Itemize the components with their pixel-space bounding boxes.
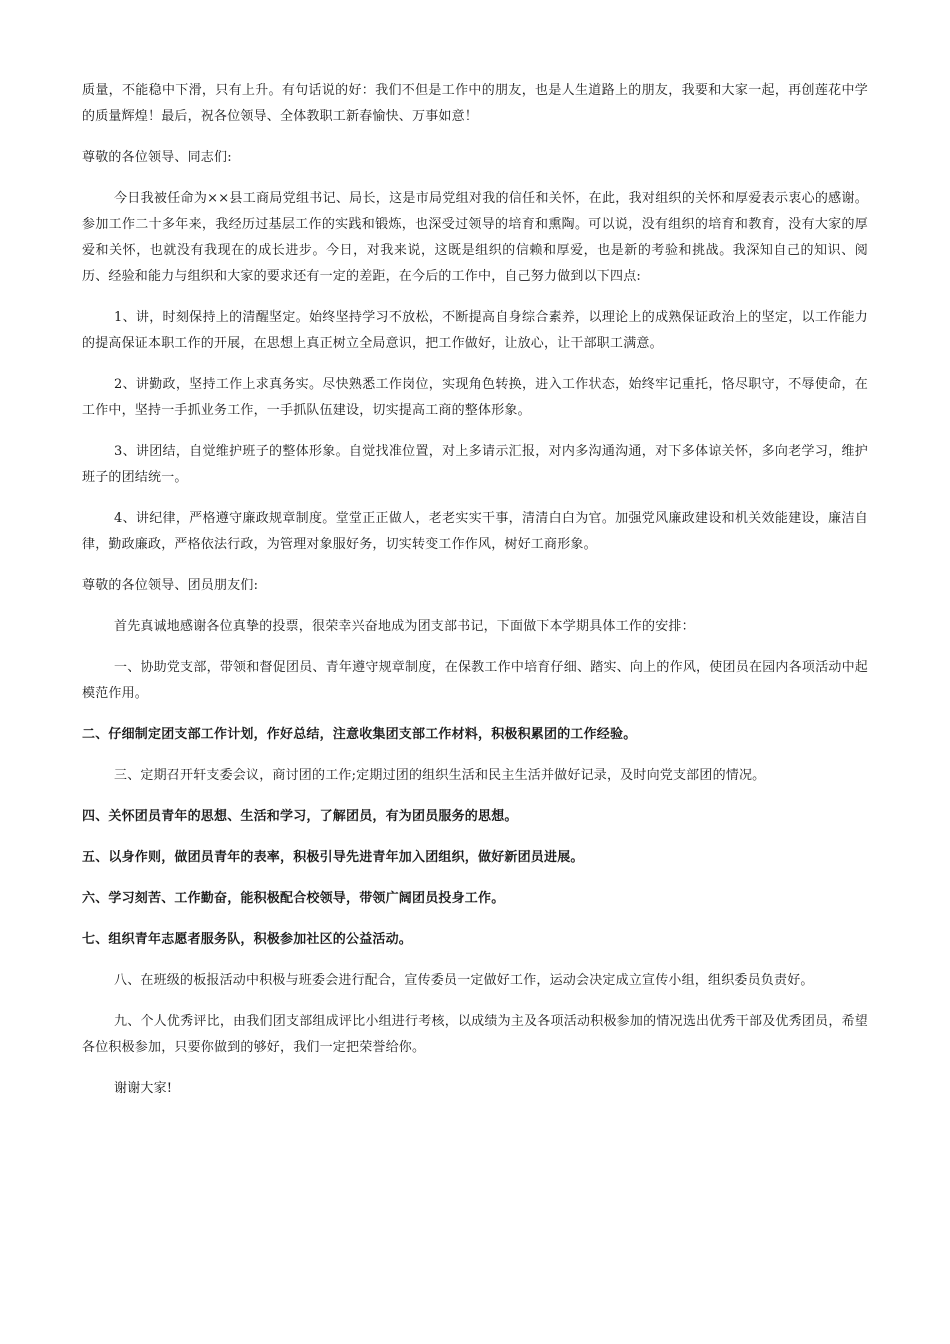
paragraph-item-7: 七、组织青年志愿者服务队，积极参加社区的公益活动。 — [82, 932, 413, 947]
paragraph-item-6: 六、学习刻苦、工作勤奋，能积极配合校领导，带领广阔团员投身工作。 — [82, 891, 505, 906]
paragraph-item-2: 二、仔细制定团支部工作计划，作好总结，注意收集团支部工作材料，积极积累团的工作经验。 — [82, 727, 637, 742]
paragraph-point-2: 2、讲勤政，坚持工作上求真务实。尽快熟悉工作岗位，实现角色转换，进入工作状态，始终牢记重托，恪尽职守，不辱使命，在工作中，坚持一手抓业务工作，一手抓队伍建设，切实提高工商的整体形象。 — [82, 377, 868, 418]
paragraph-appointment-speech: 今日我被任命为××县工商局党组书记、局长，这是市局党组对我的信任和关怀，在此，我对组织的关怀和厚爱表示衷心的感谢。参加工作二十多年来，我经历过基层工作的实践和锻炼，也深受过领导的培育和熏陶。可以说，没有组织的培育和教育，没有大家的厚爱和关怀，也就没有我现在的成长进步。今日，对我来说，这既是组织的信赖和厚爱，也是新的考验和挑战。我深知自己的知识、阅历、经验和能力与组织和大家的要求还有一定的差距，在今后的工作中，自己努力做到以下四点: — [82, 191, 868, 284]
paragraph-item-3: 三、定期召开轩支委会议，商讨团的工作;定期过团的组织生活和民主生活并做好记录，及时向党支部团的情况。 — [114, 768, 766, 783]
paragraph-point-4: 4、讲纪律，严格遵守廉政规章制度。堂堂正正做人，老老实实干事，清清白白为官。加强党风廉政建设和机关效能建设，廉洁自律，勤政廉政，严格依法行政，为管理对象服好务，切实转变工作作风，树好工商形象。 — [82, 511, 868, 552]
paragraph-item-1: 一、协助党支部，带领和督促团员、青年遵守规章制度，在保教工作中培育仔细、踏实、向上的作风，使团员在园内各项活动中起模范作用。 — [82, 660, 868, 701]
paragraph-item-9: 九、个人优秀评比，由我们团支部组成评比小组进行考核，以成绩为主及各项活动积极参加的情况选出优秀干部及优秀团员，希望各位积极参加，只要你做到的够好，我们一定把荣誉给你。 — [82, 1014, 868, 1055]
salutation-leaders-members: 尊敬的各位领导、团员朋友们: — [82, 578, 259, 593]
paragraph-point-1: 1、讲，时刻保持上的清醒坚定。始终坚持学习不放松，不断提高自身综合素养，以理论上的成熟保证政治上的坚定，以工作能力的提高保证本职工作的开展，在思想上真正树立全局意识，把工作做好，让放心，让干部职工满意。 — [82, 310, 868, 351]
document-body — [82, 78, 868, 1117]
paragraph-point-3: 3、讲团结，自觉维护班子的整体形象。自觉找准位置，对上多请示汇报，对内多沟通沟通，对下多体谅关怀，多向老学习，维护班子的团结统一。 — [82, 444, 868, 485]
paragraph-closing-remarks: 质量，不能稳中下滑，只有上升。有句话说的好：我们不但是工作中的朋友，也是人生道路上的朋友，我要和大家一起，再创莲花中学的质量辉煌！最后，祝各位领导、全体教职工新春愉快、万事如意！ — [82, 83, 868, 124]
paragraph-thank-you: 谢谢大家! — [114, 1081, 173, 1096]
paragraph-item-4: 四、关怀团员青年的思想、生活和学习，了解团员，有为团员服务的思想。 — [82, 809, 518, 824]
salutation-leaders-comrades: 尊敬的各位领导、同志们: — [82, 150, 232, 165]
paragraph-item-5: 五、以身作则，做团员青年的表率，积极引导先进青年加入团组织，做好新团员进展。 — [82, 850, 584, 865]
paragraph-thanks-intro: 首先真诚地感谢各位真挚的投票，很荣幸兴奋地成为团支部书记，下面做下本学期具体工作的安排： — [114, 619, 695, 634]
paragraph-item-8: 八、在班级的板报活动中积极与班委会进行配合，宣传委员一定做好工作，运动会决定成立宣传小组，组织委员负责好。 — [114, 973, 814, 988]
